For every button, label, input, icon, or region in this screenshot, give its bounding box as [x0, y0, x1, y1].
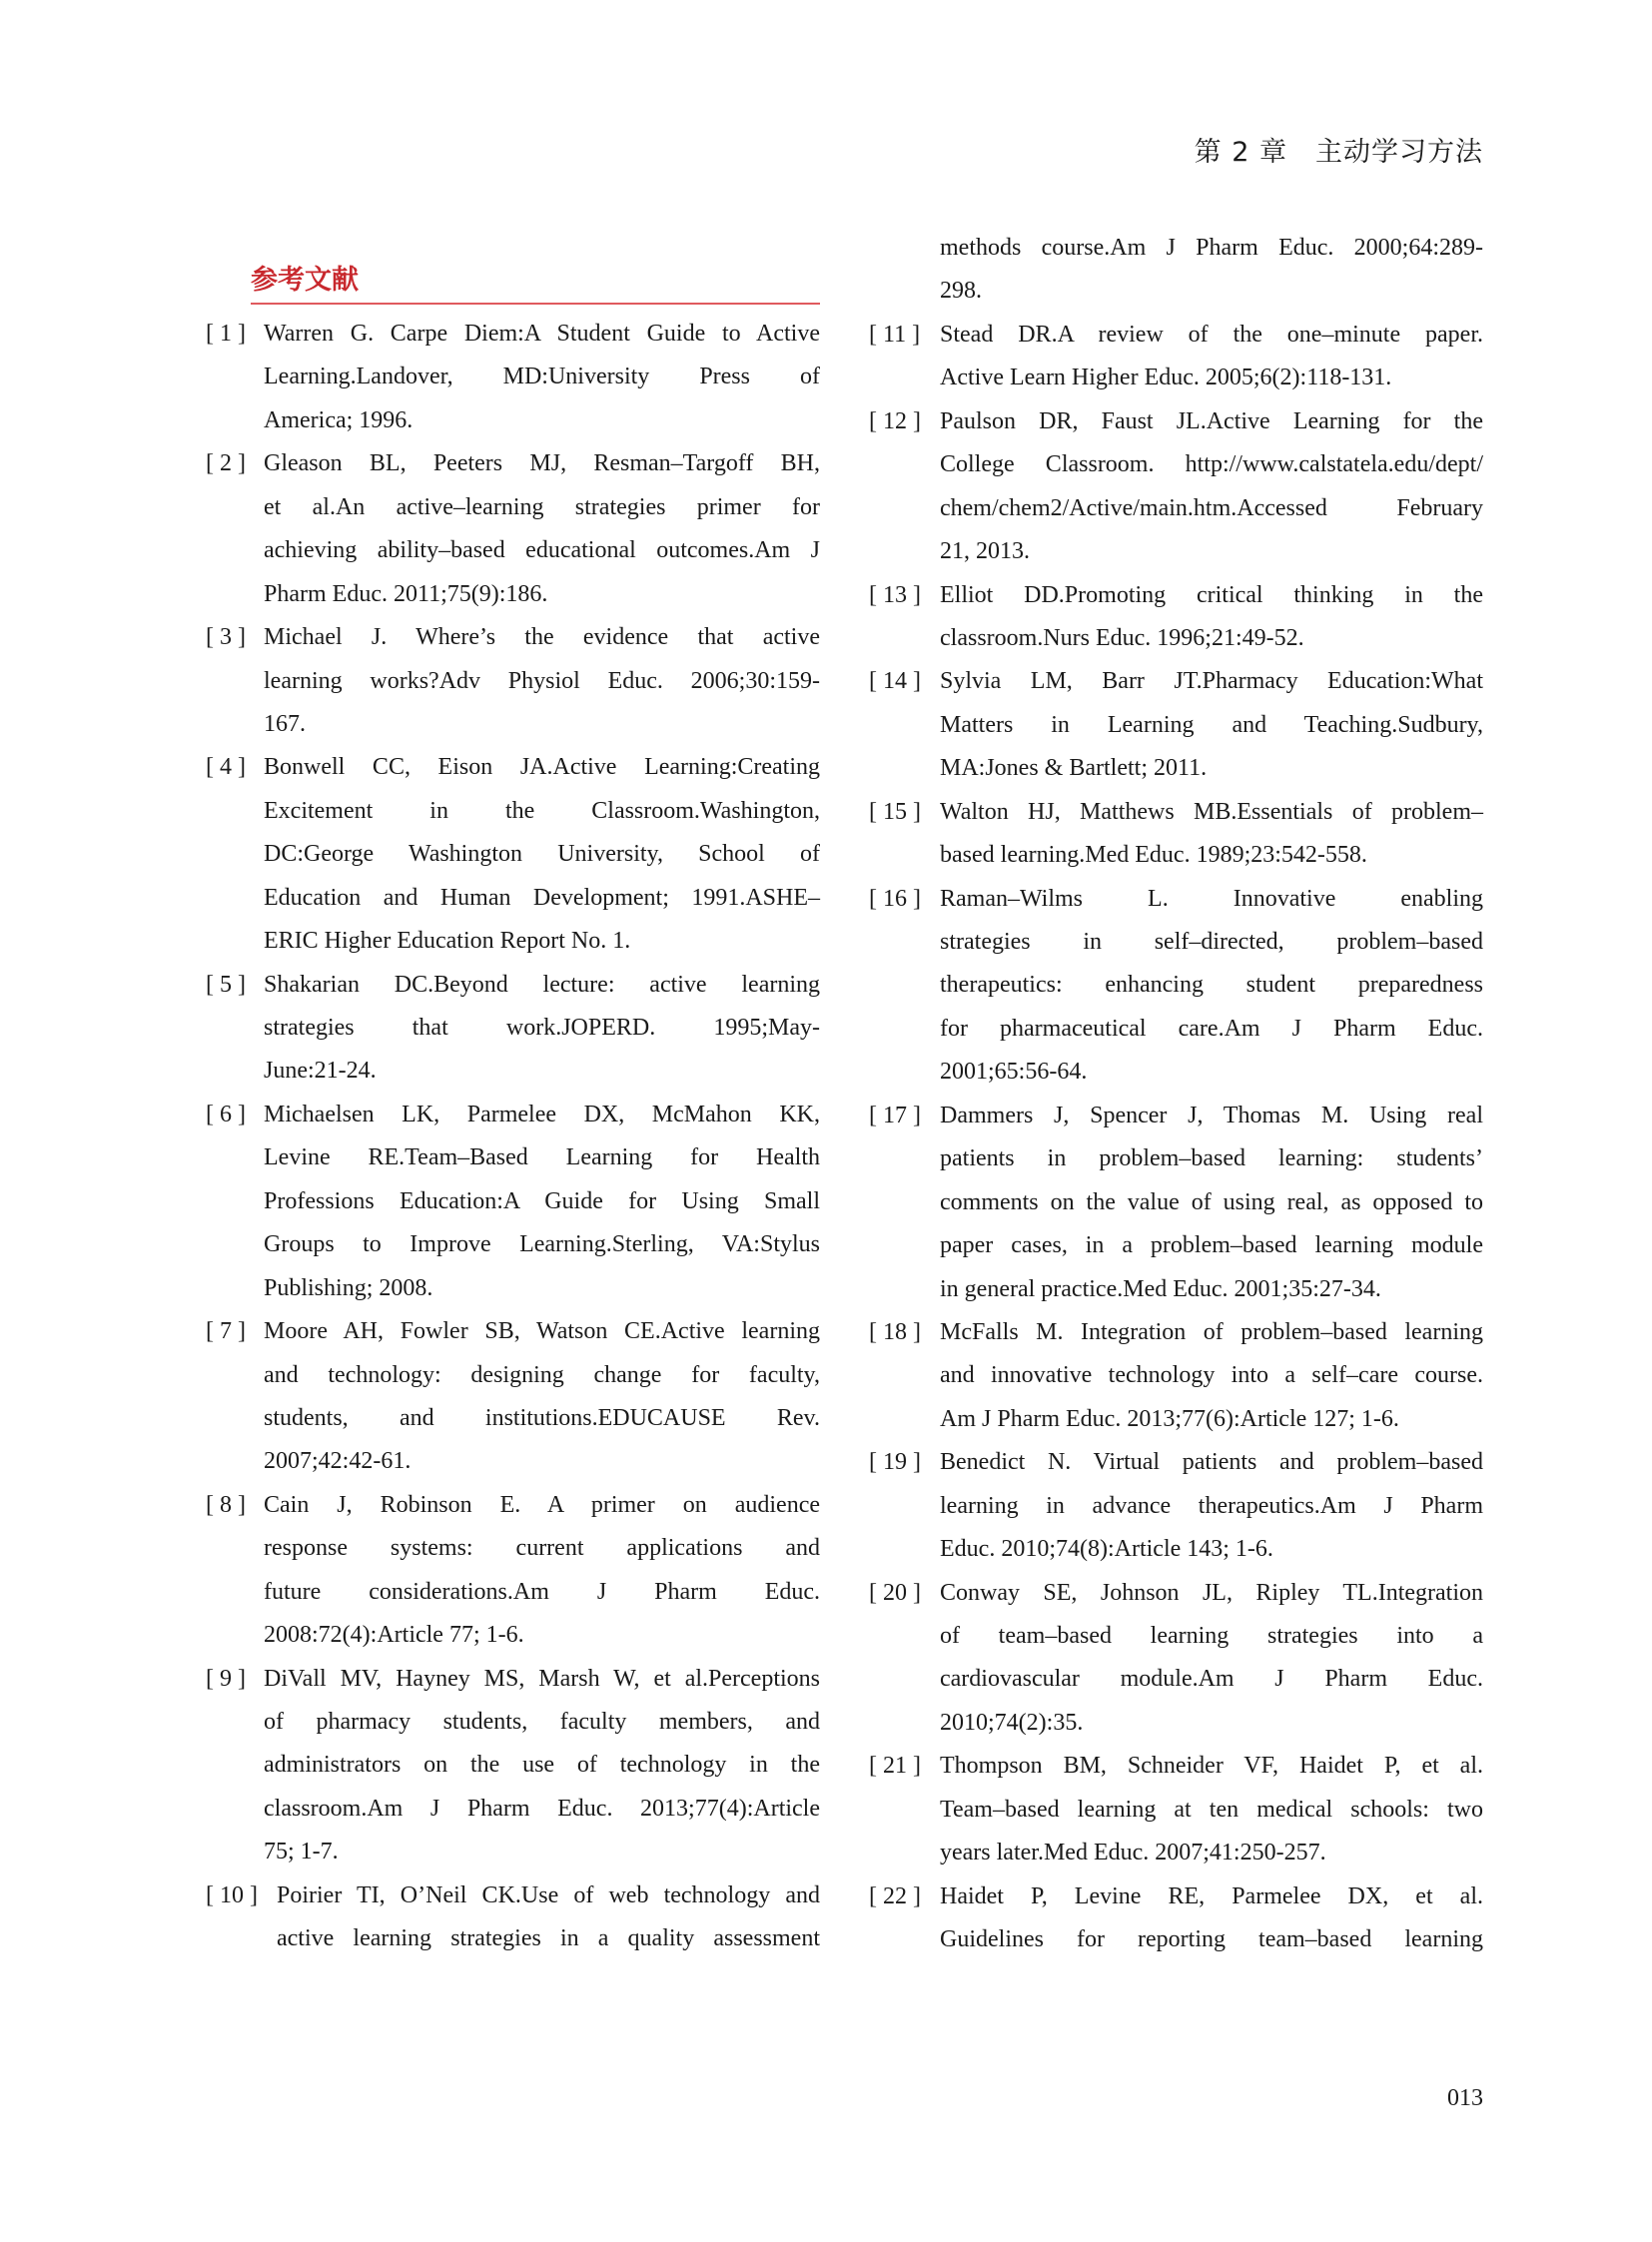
- reference-line: patients in problem–based learning: students’: [940, 1145, 1483, 1172]
- reference-item: [206, 1310, 820, 1484]
- reference-line: 2001;65:56-64.: [940, 1059, 1088, 1086]
- reference-line: Michaelsen LK, Parmelee DX, McMahon KK,: [264, 1101, 820, 1127]
- reference-line: classroom.Am J Pharm Educ. 2013;77(4):Article: [264, 1795, 820, 1822]
- reference-item: [206, 964, 820, 1094]
- reference-line: 2010;74(2):35.: [940, 1709, 1084, 1736]
- reference-item: [869, 574, 1483, 661]
- reference-line: classroom.Nurs Educ. 1996;21:49-52.: [940, 624, 1304, 651]
- reference-line: Moore AH, Fowler SB, Watson CE.Active learning: [264, 1318, 820, 1345]
- reference-line: Walton HJ, Matthews MB.Essentials of problem–: [940, 798, 1483, 825]
- reference-line: Poirier TI, O’Neil CK.Use of web technology and: [277, 1881, 820, 1908]
- reference-number: [ 14 ]: [869, 668, 921, 695]
- reference-line: ERIC Higher Education Report No. 1.: [264, 928, 631, 955]
- reference-item: [206, 1484, 820, 1658]
- right-column: [869, 227, 1483, 1962]
- reference-item: [869, 1745, 1483, 1874]
- reference-line: in general practice.Med Educ. 2001;35:27-34.: [940, 1275, 1381, 1302]
- reference-line: College Classroom. http://www.calstatela.edu/dept/: [940, 451, 1483, 478]
- reference-item: [206, 1874, 820, 1961]
- reference-item: [869, 878, 1483, 1095]
- reference-line: Learning.Landover, MD:University Press of: [264, 364, 820, 390]
- reference-number: [ 20 ]: [869, 1579, 921, 1606]
- reference-line: learning works?Adv Physiol Educ. 2006;30:159-: [264, 667, 820, 694]
- reference-line: administrators on the use of technology in the: [264, 1752, 820, 1779]
- reference-line: June:21-24.: [264, 1058, 377, 1085]
- reference-line: response systems: current applications and: [264, 1535, 820, 1562]
- page-number: 013: [1447, 2085, 1483, 2111]
- reference-line: cardiovascular module.Am J Pharm Educ.: [940, 1666, 1483, 1693]
- reference-line: Active Learn Higher Educ. 2005;6(2):118-131.: [940, 365, 1392, 391]
- reference-number: [ 21 ]: [869, 1753, 921, 1780]
- reference-line: Guidelines for reporting team–based learning: [940, 1926, 1483, 1953]
- reference-number: [ 22 ]: [869, 1882, 921, 1909]
- reference-item: [869, 400, 1483, 574]
- reference-item: [206, 442, 820, 616]
- reference-line: 21, 2013.: [940, 538, 1030, 565]
- reference-number: [ 1 ]: [206, 321, 246, 347]
- reference-line: and technology: designing change for faculty,: [264, 1361, 820, 1388]
- reference-line: Team–based learning at ten medical schools: two: [940, 1796, 1483, 1823]
- reference-line: achieving ability–based educational outcomes.Am J: [264, 537, 820, 564]
- reference-line: Michael J. Where’s the evidence that active: [264, 624, 820, 651]
- reference-item: [206, 1658, 820, 1874]
- reference-item: [206, 616, 820, 746]
- reference-number: [ 11 ]: [869, 321, 921, 348]
- reference-number: [ 13 ]: [869, 581, 921, 608]
- reference-item: [869, 660, 1483, 790]
- reference-line: Warren G. Carpe Diem:A Student Guide to Active: [264, 321, 820, 347]
- section-heading: [251, 258, 820, 305]
- reference-line: comments on the value of using real, as opposed to: [940, 1188, 1483, 1215]
- reference-number: [ 5 ]: [206, 971, 246, 998]
- reference-line: active learning strategies in a quality assessment: [277, 1925, 820, 1952]
- left-column: [206, 313, 820, 1961]
- reference-item: [869, 1441, 1483, 1571]
- reference-number: [ 16 ]: [869, 885, 921, 912]
- reference-line: Raman–Wilms L. Innovative enabling: [940, 885, 1483, 912]
- reference-number: [ 9 ]: [206, 1665, 246, 1692]
- running-header: 第 2 章 主动学习方法: [1194, 137, 1483, 168]
- reference-number: [ 15 ]: [869, 798, 921, 825]
- reference-line: McFalls M. Integration of problem–based learning: [940, 1318, 1483, 1345]
- reference-line: Groups to Improve Learning.Sterling, VA:Stylus: [264, 1231, 820, 1258]
- reference-number: [ 10 ]: [206, 1881, 258, 1908]
- reference-line: 2007;42:42-61.: [264, 1448, 412, 1475]
- reference-item: [206, 746, 820, 963]
- section-title: 参考文献: [251, 265, 359, 296]
- reference-line: methods course.Am J Pharm Educ. 2000;64:289-: [940, 235, 1483, 261]
- reference-line: 2008:72(4):Article 77; 1-6.: [264, 1622, 524, 1649]
- reference-line: Am J Pharm Educ. 2013;77(6):Article 127; 1-6.: [940, 1405, 1399, 1432]
- reference-line: strategies in self–directed, problem–based: [940, 929, 1483, 955]
- reference-line: Cain J, Robinson E. A primer on audience: [264, 1491, 820, 1518]
- reference-number: [ 6 ]: [206, 1101, 246, 1127]
- reference-number: [ 18 ]: [869, 1318, 921, 1345]
- reference-line: Publishing; 2008.: [264, 1274, 433, 1301]
- reference-line: MA:Jones & Bartlett; 2011.: [940, 755, 1208, 782]
- reference-line: learning in advance therapeutics.Am J Pharm: [940, 1492, 1483, 1519]
- reference-line: Conway SE, Johnson JL, Ripley TL.Integration: [940, 1579, 1483, 1606]
- reference-line: for pharmaceutical care.Am J Pharm Educ.: [940, 1015, 1483, 1042]
- reference-number: [ 4 ]: [206, 754, 246, 781]
- reference-number: [ 8 ]: [206, 1491, 246, 1518]
- reference-line: Thompson BM, Schneider VF, Haidet P, et al.: [940, 1753, 1483, 1780]
- reference-line: Educ. 2010;74(8):Article 143; 1-6.: [940, 1536, 1273, 1563]
- reference-line: Pharm Educ. 2011;75(9):186.: [264, 580, 548, 607]
- reference-line: Levine RE.Team–Based Learning for Health: [264, 1144, 820, 1171]
- reference-line: and innovative technology into a self–care course.: [940, 1362, 1483, 1389]
- reference-line: 75; 1-7.: [264, 1839, 339, 1866]
- reference-line: Paulson DR, Faust JL.Active Learning for the: [940, 407, 1483, 434]
- reference-number: [ 17 ]: [869, 1102, 921, 1128]
- reference-item: [869, 1572, 1483, 1746]
- reference-number: [ 2 ]: [206, 450, 246, 477]
- reference-line: Sylvia LM, Barr JT.Pharmacy Education:What: [940, 668, 1483, 695]
- reference-line: paper cases, in a problem–based learning module: [940, 1232, 1483, 1259]
- reference-line: Gleason BL, Peeters MJ, Resman–Targoff BH,: [264, 450, 820, 477]
- reference-line: Bonwell CC, Eison JA.Active Learning:Creating: [264, 754, 820, 781]
- reference-number: [ 7 ]: [206, 1318, 246, 1345]
- reference-number: [ 3 ]: [206, 624, 246, 651]
- reference-line: Stead DR.A review of the one–minute paper.: [940, 321, 1483, 348]
- reference-continuation: [869, 227, 1483, 314]
- reference-line: Excitement in the Classroom.Washington,: [264, 797, 820, 824]
- reference-line: Professions Education:A Guide for Using Small: [264, 1187, 820, 1214]
- reference-line: Shakarian DC.Beyond lecture: active learning: [264, 971, 820, 998]
- reference-line: therapeutics: enhancing student preparedness: [940, 972, 1483, 999]
- reference-line: chem/chem2/Active/main.htm.Accessed February: [940, 494, 1483, 521]
- reference-line: of team–based learning strategies into a: [940, 1623, 1483, 1649]
- reference-line: Dammers J, Spencer J, Thomas M. Using real: [940, 1102, 1483, 1128]
- reference-item: [869, 314, 1483, 400]
- reference-line: Elliot DD.Promoting critical thinking in the: [940, 581, 1483, 608]
- reference-line: years later.Med Educ. 2007;41:250-257.: [940, 1840, 1326, 1867]
- reference-line: of pharmacy students, faculty members, and: [264, 1709, 820, 1735]
- reference-line: strategies that work.JOPERD. 1995;May-: [264, 1015, 820, 1041]
- reference-line: DiVall MV, Hayney MS, Marsh W, et al.Perceptions: [264, 1665, 820, 1692]
- reference-item: [869, 1311, 1483, 1441]
- reference-line: future considerations.Am J Pharm Educ.: [264, 1578, 820, 1605]
- reference-line: Benedict N. Virtual patients and problem–based: [940, 1449, 1483, 1476]
- reference-line: et al.An active–learning strategies primer for: [264, 493, 820, 520]
- reference-item: [869, 1875, 1483, 1962]
- reference-item: [869, 1095, 1483, 1311]
- reference-line: Matters in Learning and Teaching.Sudbury,: [940, 711, 1483, 738]
- reference-line: students, and institutions.EDUCAUSE Rev.: [264, 1404, 820, 1431]
- reference-number: [ 12 ]: [869, 407, 921, 434]
- reference-line: DC:George Washington University, School of: [264, 841, 820, 868]
- reference-line: 167.: [264, 710, 306, 737]
- reference-line: based learning.Med Educ. 1989;23:542-558.: [940, 842, 1367, 869]
- reference-item: [869, 791, 1483, 878]
- reference-number: [ 19 ]: [869, 1449, 921, 1476]
- reference-item: [206, 1094, 820, 1310]
- reference-item: [206, 313, 820, 442]
- reference-line: 298.: [940, 278, 982, 305]
- reference-line: Education and Human Development; 1991.ASHE–: [264, 884, 820, 911]
- reference-line: America; 1996.: [264, 406, 413, 433]
- reference-line: Haidet P, Levine RE, Parmelee DX, et al.: [940, 1882, 1483, 1909]
